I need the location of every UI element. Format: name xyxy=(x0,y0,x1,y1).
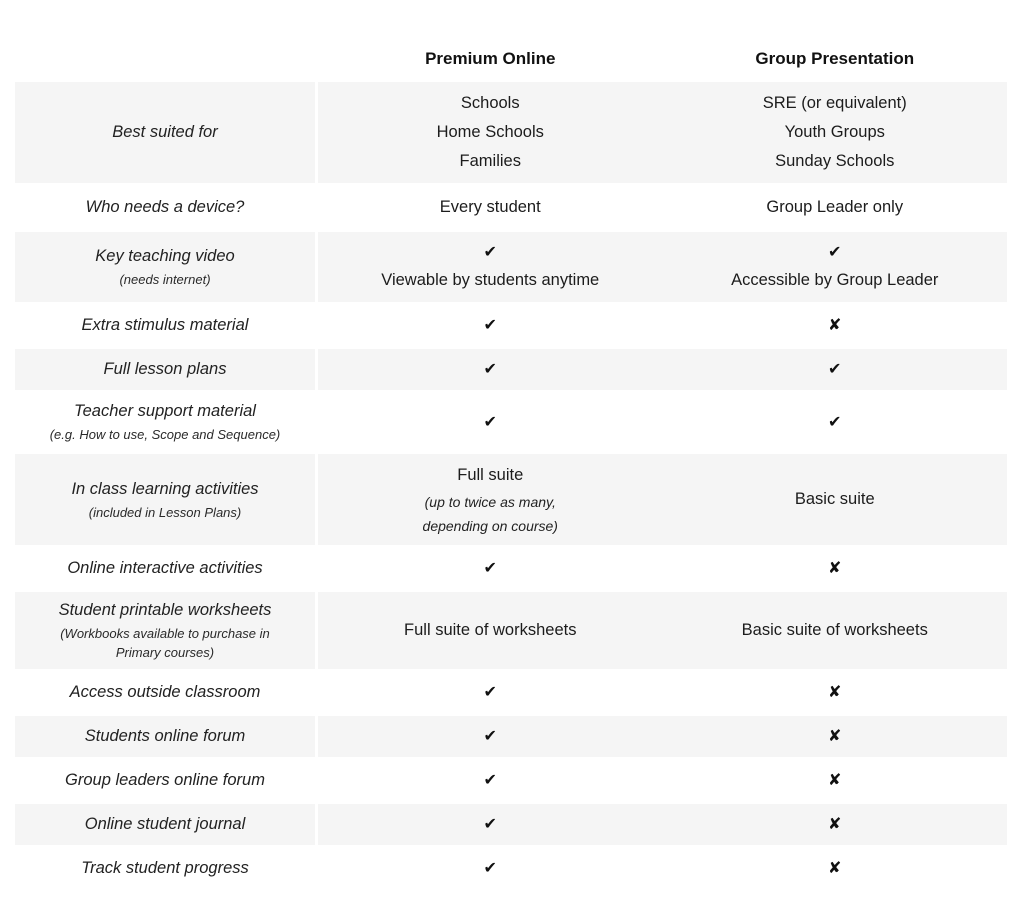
feature-label-cell xyxy=(15,393,315,451)
table-header xyxy=(15,48,1007,70)
feature-label-cell xyxy=(15,454,315,545)
premium-online-cell xyxy=(318,804,663,845)
table-row xyxy=(15,592,1007,669)
cross-icon: ✘ xyxy=(828,816,842,833)
table-body xyxy=(15,82,1007,889)
cell-note: depending on course) xyxy=(422,518,558,534)
feature-label: Online interactive activities xyxy=(67,559,263,577)
check-icon: ✔ xyxy=(828,413,842,431)
group-presentation-cell xyxy=(663,82,1008,183)
group-presentation-cell xyxy=(663,393,1008,451)
check-icon: ✔ xyxy=(483,816,497,833)
premium-online-cell xyxy=(318,349,663,390)
group-presentation-cell xyxy=(663,232,1008,302)
table-row xyxy=(15,82,1007,183)
premium-online-cell xyxy=(318,82,663,183)
cell-text: Basic suite xyxy=(794,490,875,508)
cell-text: Full suite xyxy=(457,466,524,484)
cell-text: Viewable by students anytime xyxy=(381,271,600,289)
feature-label-cell xyxy=(15,349,315,390)
cross-icon: ✘ xyxy=(828,772,842,789)
cell-text: SRE (or equivalent) xyxy=(762,94,907,112)
feature-label: Students online forum xyxy=(84,727,246,745)
table-row xyxy=(15,804,1007,845)
cell-text: Group Leader only xyxy=(766,198,904,216)
premium-online-cell xyxy=(318,716,663,757)
group-presentation-cell xyxy=(663,186,1008,229)
check-icon: ✔ xyxy=(828,244,842,261)
feature-label: Best suited for xyxy=(112,123,218,141)
check-icon: ✔ xyxy=(828,361,842,378)
check-icon: ✔ xyxy=(483,772,497,789)
cross-icon: ✘ xyxy=(828,860,842,877)
premium-online-cell xyxy=(318,232,663,302)
check-icon: ✔ xyxy=(483,317,497,334)
header-label-spacer xyxy=(15,48,315,70)
premium-online-cell xyxy=(318,760,663,801)
table-row xyxy=(15,454,1007,545)
cell-text: Families xyxy=(459,152,521,170)
feature-label-cell xyxy=(15,848,315,889)
feature-label-cell xyxy=(15,804,315,845)
feature-label: Online student journal xyxy=(84,815,246,833)
check-icon: ✔ xyxy=(483,244,497,261)
cross-icon: ✘ xyxy=(828,317,842,334)
column-header-premium-online: Premium Online xyxy=(425,49,556,68)
group-presentation-cell xyxy=(663,305,1008,346)
feature-sublabel: (included in Lesson Plans) xyxy=(88,504,242,520)
premium-online-cell xyxy=(318,848,663,889)
cell-text: Basic suite of worksheets xyxy=(741,621,928,639)
group-presentation-cell xyxy=(663,548,1008,589)
feature-label: In class learning activities xyxy=(71,479,259,498)
check-icon: ✔ xyxy=(483,361,497,378)
cell-text: Schools xyxy=(460,94,520,112)
cell-text: Home Schools xyxy=(436,123,544,141)
feature-label: Group leaders online forum xyxy=(65,771,265,789)
table-row xyxy=(15,716,1007,757)
table-row xyxy=(15,349,1007,390)
cell-text: Accessible by Group Leader xyxy=(731,271,939,289)
cell-note: (up to twice as many, xyxy=(424,494,556,510)
premium-online-cell xyxy=(318,454,663,545)
feature-sublabel: (needs internet) xyxy=(119,272,211,287)
group-presentation-cell xyxy=(663,848,1008,889)
feature-label: Key teaching video xyxy=(95,247,235,265)
group-presentation-cell xyxy=(663,716,1008,757)
premium-online-cell xyxy=(318,592,663,669)
group-presentation-cell xyxy=(663,804,1008,845)
table-row xyxy=(15,548,1007,589)
check-icon: ✔ xyxy=(483,860,497,877)
feature-label-cell xyxy=(15,760,315,801)
feature-label: Track student progress xyxy=(81,859,249,877)
check-icon: ✔ xyxy=(483,413,497,431)
feature-label: Access outside classroom xyxy=(69,683,261,701)
check-icon: ✔ xyxy=(483,728,497,745)
feature-label-cell xyxy=(15,592,315,669)
feature-label: Student printable worksheets xyxy=(58,601,272,619)
premium-online-cell xyxy=(318,548,663,589)
table-row xyxy=(15,848,1007,889)
cross-icon: ✘ xyxy=(828,728,842,745)
cell-text: Every student xyxy=(439,198,541,216)
cell-text: Full suite of worksheets xyxy=(404,621,577,639)
check-icon: ✔ xyxy=(483,560,497,577)
column-header-group-presentation: Group Presentation xyxy=(755,49,915,68)
feature-label: Teacher support material xyxy=(74,402,256,420)
premium-online-cell xyxy=(318,393,663,451)
check-icon: ✔ xyxy=(483,684,497,701)
table-row xyxy=(15,393,1007,451)
feature-label-cell xyxy=(15,672,315,713)
premium-online-cell xyxy=(318,672,663,713)
table-row xyxy=(15,186,1007,229)
cell-text: Youth Groups xyxy=(784,123,885,141)
group-presentation-cell xyxy=(663,672,1008,713)
feature-label: Full lesson plans xyxy=(103,360,227,378)
table-row xyxy=(15,760,1007,801)
feature-label-cell xyxy=(15,232,315,302)
feature-label: Who needs a device? xyxy=(85,198,245,216)
feature-sublabel: (Workbooks available to purchase in Primary courses) xyxy=(60,626,270,660)
group-presentation-cell xyxy=(663,454,1008,545)
cross-icon: ✘ xyxy=(828,684,842,701)
table-row xyxy=(15,305,1007,346)
feature-label-cell xyxy=(15,548,315,589)
feature-label-cell xyxy=(15,716,315,757)
group-presentation-cell xyxy=(663,592,1008,669)
feature-label-cell xyxy=(15,186,315,229)
cross-icon: ✘ xyxy=(828,560,842,577)
feature-label: Extra stimulus material xyxy=(81,316,249,334)
feature-label-cell xyxy=(15,82,315,183)
premium-online-cell xyxy=(318,305,663,346)
table-row xyxy=(15,232,1007,302)
group-presentation-cell xyxy=(663,760,1008,801)
feature-label-cell xyxy=(15,305,315,346)
premium-online-cell xyxy=(318,186,663,229)
table-row xyxy=(15,672,1007,713)
feature-sublabel: (e.g. How to use, Scope and Sequence) xyxy=(49,427,281,442)
cell-text: Sunday Schools xyxy=(775,152,895,170)
group-presentation-cell xyxy=(663,349,1008,390)
